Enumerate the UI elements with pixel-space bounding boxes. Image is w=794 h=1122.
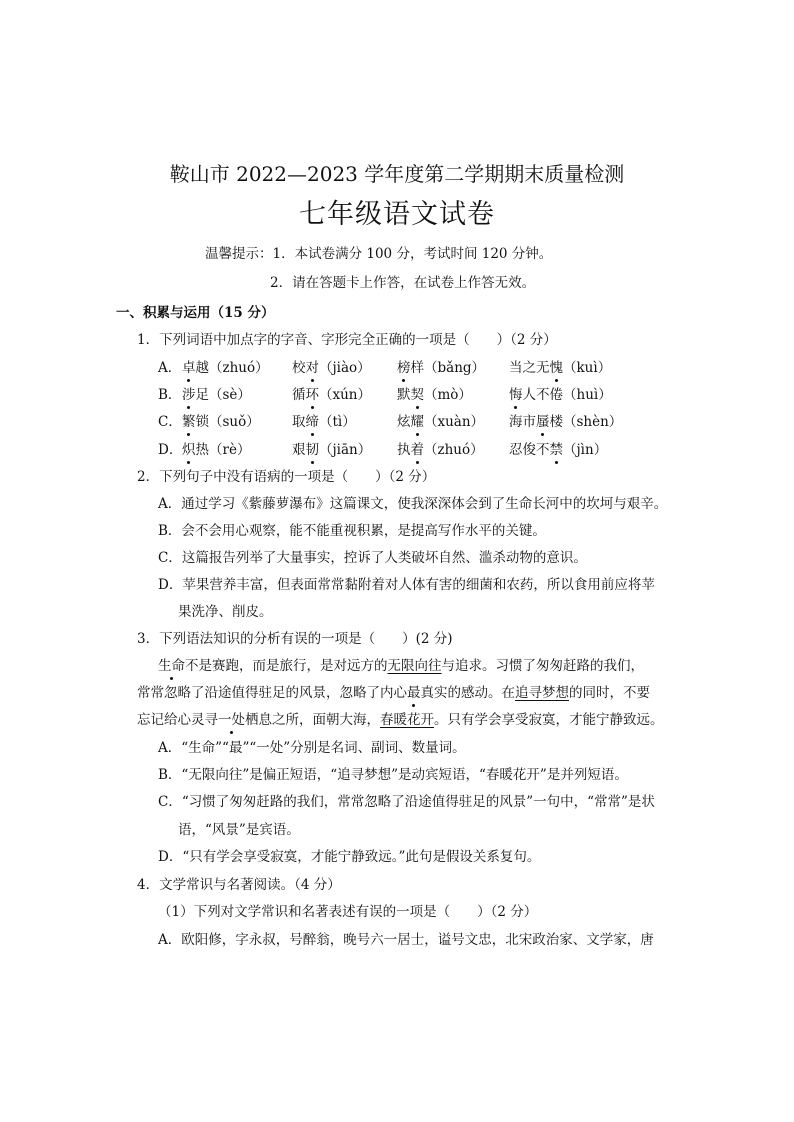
dotted-char: 卓 (182, 360, 196, 376)
q1-option-row (158, 440, 608, 460)
word-choice (509, 440, 607, 460)
dotted-char: 蜃 (536, 414, 550, 430)
passage-text: 与追求。习惯了匆匆赶路的我们， (441, 658, 644, 674)
q3-passage-line-3 (137, 710, 664, 730)
word-part: 艰 (292, 442, 306, 458)
underlined-phrase: 春暖花开 (380, 712, 434, 728)
word-choice (397, 358, 485, 378)
word-part: 取 (292, 414, 306, 430)
word-part: 循 (292, 387, 306, 403)
q3-stem: 3．下列语法知识的分析有误的一项是（ ）(2 分) (137, 631, 453, 647)
option-label: D． (158, 442, 183, 458)
dotted-char: 耀 (410, 414, 424, 430)
word-part: （xuàn） (424, 414, 485, 430)
underlined-phrase: 追寻梦想 (515, 685, 569, 701)
word-choice (292, 385, 371, 405)
word-choice (182, 385, 251, 405)
passage-text: 的同时，不要 (569, 685, 650, 701)
word-part: 默 (397, 387, 411, 403)
passage-text: 栖息之所，面朝大海， (245, 712, 380, 728)
passage-text: 真实的感动。在 (420, 685, 515, 701)
word-choice (292, 440, 371, 460)
dotted-char: 韧 (305, 442, 319, 458)
word-part: 海市 (509, 414, 536, 430)
word-part: （jiào） (319, 360, 371, 376)
dotted-char: 缔 (305, 414, 319, 430)
tip-1: 1．本试卷满分 100 分，考试时间 120 分钟。 (272, 246, 553, 262)
option-label: B． (158, 387, 182, 403)
word-part: 炫 (397, 414, 411, 430)
q3-option-c-cont: 语，“风景”是宾语。 (178, 822, 300, 838)
dotted-char: 契 (410, 387, 424, 403)
q2-option-a: A．通过学习《紫藤萝瀑布》这篇课文，使我深深体会到了生命长河中的坎坷与艰辛。 (158, 496, 668, 512)
q3-passage-line-1 (158, 656, 644, 676)
word-part: 当之无 (509, 360, 550, 376)
dotted-char: 愧 (549, 360, 563, 376)
q1-option-row (158, 412, 623, 432)
word-part: （kuì） (563, 360, 612, 376)
word-part: 样（bǎng） (410, 360, 486, 376)
q2-option-b: B．会不会用心观察，能不能重视积累，是提高写作水平的关键。 (158, 523, 546, 539)
dotted-char: 涉 (182, 387, 196, 403)
word-part: 楼（shèn） (549, 414, 623, 430)
section-heading: 一、积累与运用（15 分） (116, 305, 275, 321)
word-choice (292, 358, 371, 378)
dotted-word: 最 (407, 685, 421, 701)
q3-option-b: B．“无限向往”是偏正短语，“追寻梦想”是动宾短语，“春暖花开”是并列短语。 (158, 767, 628, 783)
word-part: （zhuó） (424, 442, 484, 458)
word-choice (182, 412, 260, 432)
q3-option-d: D．“只有学会享受寂寞，才能宁静致远。”此句是假设关系复句。 (158, 849, 541, 865)
word-choice (397, 412, 484, 432)
exam-title: 鞍山市 2022—2023 学年度第二学期期末质量检测 (169, 162, 625, 186)
word-part: （jiān） (319, 442, 372, 458)
tip-line-1 (205, 244, 552, 264)
passage-text: 常常忽略了沿途值得驻足的风景，忽略了内心 (137, 685, 407, 701)
word-part: 锁（suǒ） (195, 414, 260, 430)
dotted-char: 繁 (182, 414, 196, 430)
underlined-phrase: 无限向往 (387, 658, 442, 674)
dotted-char: 榜 (397, 360, 411, 376)
word-part: 越（zhuó） (195, 360, 269, 376)
option-label: C． (158, 414, 182, 430)
dotted-word: 一处 (218, 712, 245, 728)
q3-option-c: C．“习惯了匆匆赶路的我们，常常忽略了沿途值得驻足的风景”一句中，“常常”是状 (158, 794, 655, 810)
passage-text: 忘记给心灵寻 (137, 712, 218, 728)
word-part: 热（rè） (195, 442, 251, 458)
dotted-word: 生命 (158, 658, 185, 674)
word-part: 足（sè） (195, 387, 251, 403)
q2-stem: 2．下列句子中没有语病的一项是（ ）（2 分） (137, 469, 436, 485)
word-choice (397, 385, 472, 405)
q4-option-a: A．欧阳修，字永叔，号醉翁，晚号六一居士，谥号文忠，北宋政治家、文学家，唐 (158, 932, 654, 948)
word-choice (509, 358, 611, 378)
dotted-char: 对 (305, 360, 319, 376)
word-part: （jìn） (563, 442, 608, 458)
dotted-char: 炽 (182, 442, 196, 458)
dotted-char: 禁 (549, 442, 563, 458)
q1-option-row (158, 385, 612, 405)
q1-stem: 1．下列词语中加点字的字音、字形完全正确的一项是（ ）（2 分） (137, 332, 557, 348)
dotted-char: 着 (410, 442, 424, 458)
word-part: 执 (397, 442, 411, 458)
q4-stem: 4．文学常识与名著阅读。（4 分） (137, 877, 341, 893)
word-part: （tì） (319, 414, 356, 430)
option-label: A． (158, 360, 182, 376)
word-part: 人不倦（huì） (522, 387, 612, 403)
exam-subtitle: 七年级语文试卷 (299, 199, 495, 230)
word-choice (509, 412, 622, 432)
dotted-char: 环 (305, 387, 319, 403)
q2-option-c: C．这篇报告列举了大量事实，控诉了人类破坏自然、滥杀动物的意识。 (158, 550, 587, 566)
word-choice (292, 412, 356, 432)
q2-option-d: D．苹果营养丰富，但表面常常黏附着对人体有害的细菌和农药，所以食用前应将苹 (158, 577, 655, 593)
word-choice (182, 358, 269, 378)
word-part: 忍俊不 (509, 442, 550, 458)
word-part: （mò） (424, 387, 472, 403)
tip-label: 温馨提示： (205, 246, 273, 262)
q3-option-a: A．“生命”“最”“一处”分别是名词、副词、数量词。 (158, 740, 466, 756)
q1-option-row (158, 358, 612, 378)
word-choice (182, 440, 250, 460)
dotted-char: 悔 (509, 387, 523, 403)
tip-2: 2．请在答题卡上作答，在试卷上作答无效。 (270, 275, 536, 291)
passage-text: 。只有学会享受寂寞，才能宁静致远。 (434, 712, 664, 728)
word-choice (397, 440, 484, 460)
q3-passage-line-2 (137, 683, 650, 703)
passage-text: 不是赛跑，而是旅行，是对远方的 (185, 658, 388, 674)
q4-sub1-stem: （1）下列对文学常识和名著表述有误的一项是（ ）（2 分） (158, 904, 538, 920)
q2-option-d-cont: 果洗净、削皮。 (178, 604, 273, 620)
word-part: （xún） (319, 387, 372, 403)
word-part: 校 (292, 360, 306, 376)
word-choice (509, 385, 612, 405)
